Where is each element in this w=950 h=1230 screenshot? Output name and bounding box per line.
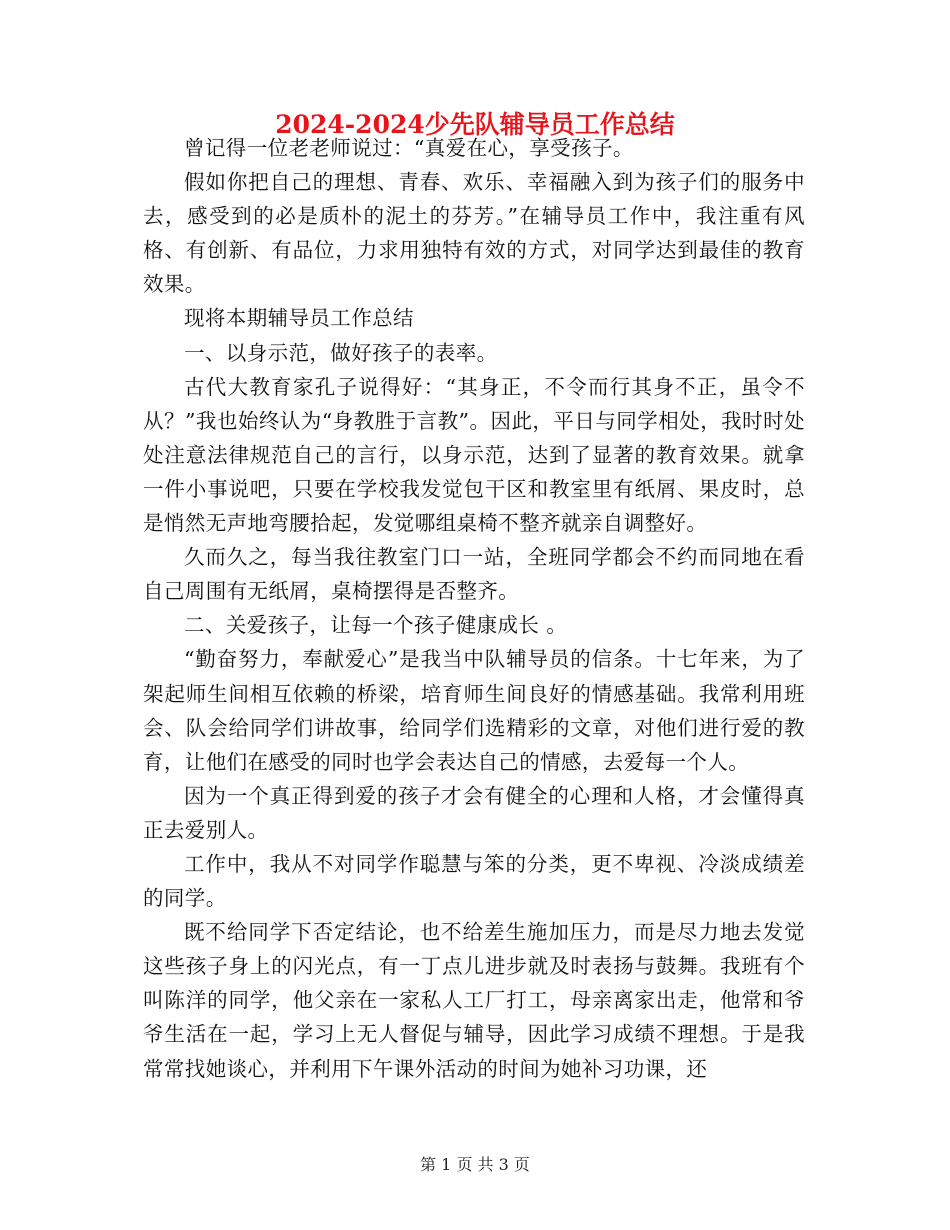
document-body <box>143 131 805 1086</box>
section-heading: 二、关爱孩子，让每一个孩子健康成长 。 <box>184 613 568 638</box>
paragraph: 现将本期辅导员工作总结 <box>184 306 414 331</box>
paragraph: 因为一个真正得到爱的孩子才会有健全的心理和人格，才会懂得真正去爱别人。 <box>143 783 805 842</box>
paragraph: 既不给同学下否定结论，也不给差生施加压力，而是尽力地去发觉这些孩子身上的闪光点，有一丁点儿进步就及时表扬与鼓舞。我班有个叫陈洋的同学，他父亲在一家私人工厂打工，母亲离家出走，他常和爷爷生活在一起，学习上无人督促与辅导，因此学习成绩不理想。于是我常常找她谈心，并利用下午课外活动的时间为她补习功课，还 <box>143 920 805 1081</box>
paragraph: 工作中，我从不对同学作聪慧与笨的分类，更不卑视、冷淡成绩差的同学。 <box>143 851 805 911</box>
paragraph: 曾记得一位老老师说过：“真爱在心，享受孩子。 <box>184 136 634 160</box>
page-footer: 第 1 页 共 3 页 <box>420 1155 530 1174</box>
section-heading: 一、以身示范，做好孩子的表率。 <box>184 340 498 365</box>
paragraph: 古代大教育家孔子说得好：“其身正，不令而行其身不正，虽令不从？”我也始终认为“身教胜于言教”。因此，平日与同学相处，我时时处处注意法律规范自己的言行，以身示范，达到了显著的教育效果。就拿一件小事说吧，只要在学校我发觉包干区和教室里有纸屑、果皮时，总是悄然无声地弯腰拾起，发觉哪组桌椅不整齐就亲自调整好。 <box>143 374 805 536</box>
document-title: 2024-2024少先队辅导员工作总结 <box>275 110 675 139</box>
paragraph: 久而久之，每当我往教室门口一站，全班同学都会不约而同地在看自己周围有无纸屑，桌椅摆得是否整齐。 <box>143 545 805 604</box>
paragraph: 假如你把自己的理想、青春、欢乐、幸福融入到为孩子们的服务中去，感受到的必是质朴的泥土的芬芳。”在辅导员工作中，我注重有风格、有创新、有品位，力求用独特有效的方式，对同学达到最佳的教育效果。 <box>143 170 805 297</box>
paragraph: “勤奋努力，奉献爱心”是我当中队辅导员的信条。十七年来，为了架起师生间相互依赖的桥梁，培育师生间良好的情感基础。我常利用班会、队会给同学们讲故事，给同学们选精彩的文章，对他们进行爱的教育，让他们在感受的同时也学会表达自己的情感，去爱每一个人。 <box>143 647 805 774</box>
